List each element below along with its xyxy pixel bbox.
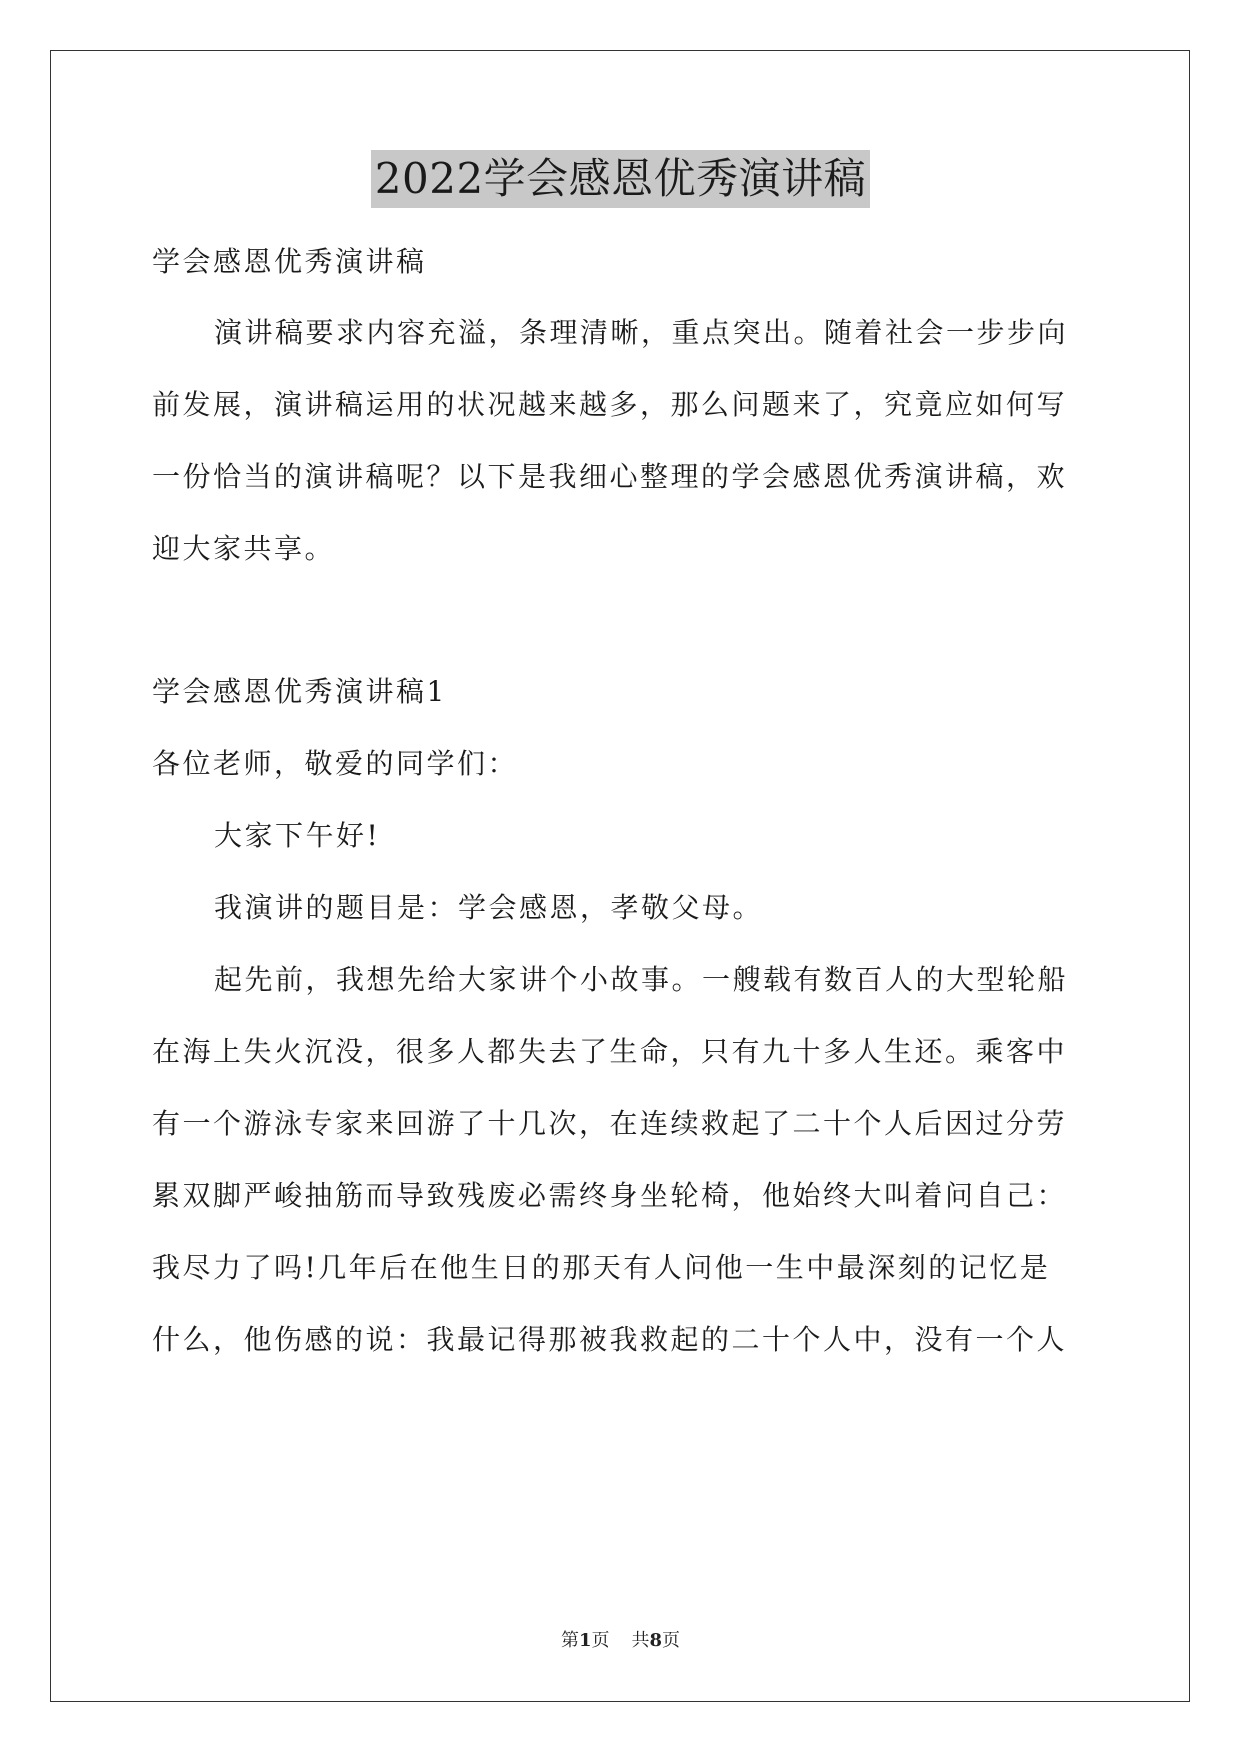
footer-total-suffix: 页 <box>662 1630 681 1651</box>
story-line-3: 有一个游泳专家来回游了十几次，在连续救起了二十个人后因过分劳 <box>152 1107 1068 1140</box>
greeting: 大家下午好! <box>214 819 381 852</box>
story-line-5: 我尽力了吗!几年后在他生日的那天有人问他一生中最深刻的记忆是 <box>152 1251 1051 1284</box>
intro-line-3: 一份恰当的演讲稿呢？以下是我细心整理的学会感恩优秀演讲稿，欢 <box>152 460 1068 493</box>
intro-line-2: 前发展，演讲稿运用的状况越来越多，那么问题来了，究竟应如何写 <box>152 388 1068 421</box>
footer-total-prefix: 共 <box>631 1630 650 1651</box>
story-line-1: 起先前，我想先给大家讲个小故事。一艘载有数百人的大型轮船 <box>214 963 1069 996</box>
story-line-4: 累双脚严峻抽筋而导致残废必需终身坐轮椅，他始终大叫着问自己： <box>152 1179 1068 1212</box>
story-line-6: 什么，他伤感的说：我最记得那被我救起的二十个人中，没有一个人 <box>152 1323 1068 1356</box>
salutation: 各位老师，敬爱的同学们： <box>152 747 519 780</box>
footer-page-total: 8 <box>649 1630 663 1651</box>
page-footer <box>0 1626 1241 1652</box>
intro-line-1: 演讲稿要求内容充溢，条理清晰，重点突出。随着社会一步步向 <box>214 316 1069 349</box>
footer-page-prefix: 第 <box>560 1630 579 1651</box>
footer-page-mid: 页 <box>591 1630 610 1651</box>
story-line-2: 在海上失火沉没，很多人都失去了生命，只有九十多人生还。乘客中 <box>152 1035 1068 1068</box>
subtitle-line: 学会感恩优秀演讲稿 <box>152 245 427 278</box>
title-container <box>0 150 1241 208</box>
document-title: 2022学会感恩优秀演讲稿 <box>371 150 870 208</box>
intro-line-4: 迎大家共享。 <box>152 532 336 565</box>
footer-page-current: 1 <box>578 1630 592 1651</box>
section-heading: 学会感恩优秀演讲稿1 <box>152 675 447 708</box>
topic-line: 我演讲的题目是：学会感恩，孝敬父母。 <box>214 891 764 924</box>
page-border <box>50 50 1190 1702</box>
